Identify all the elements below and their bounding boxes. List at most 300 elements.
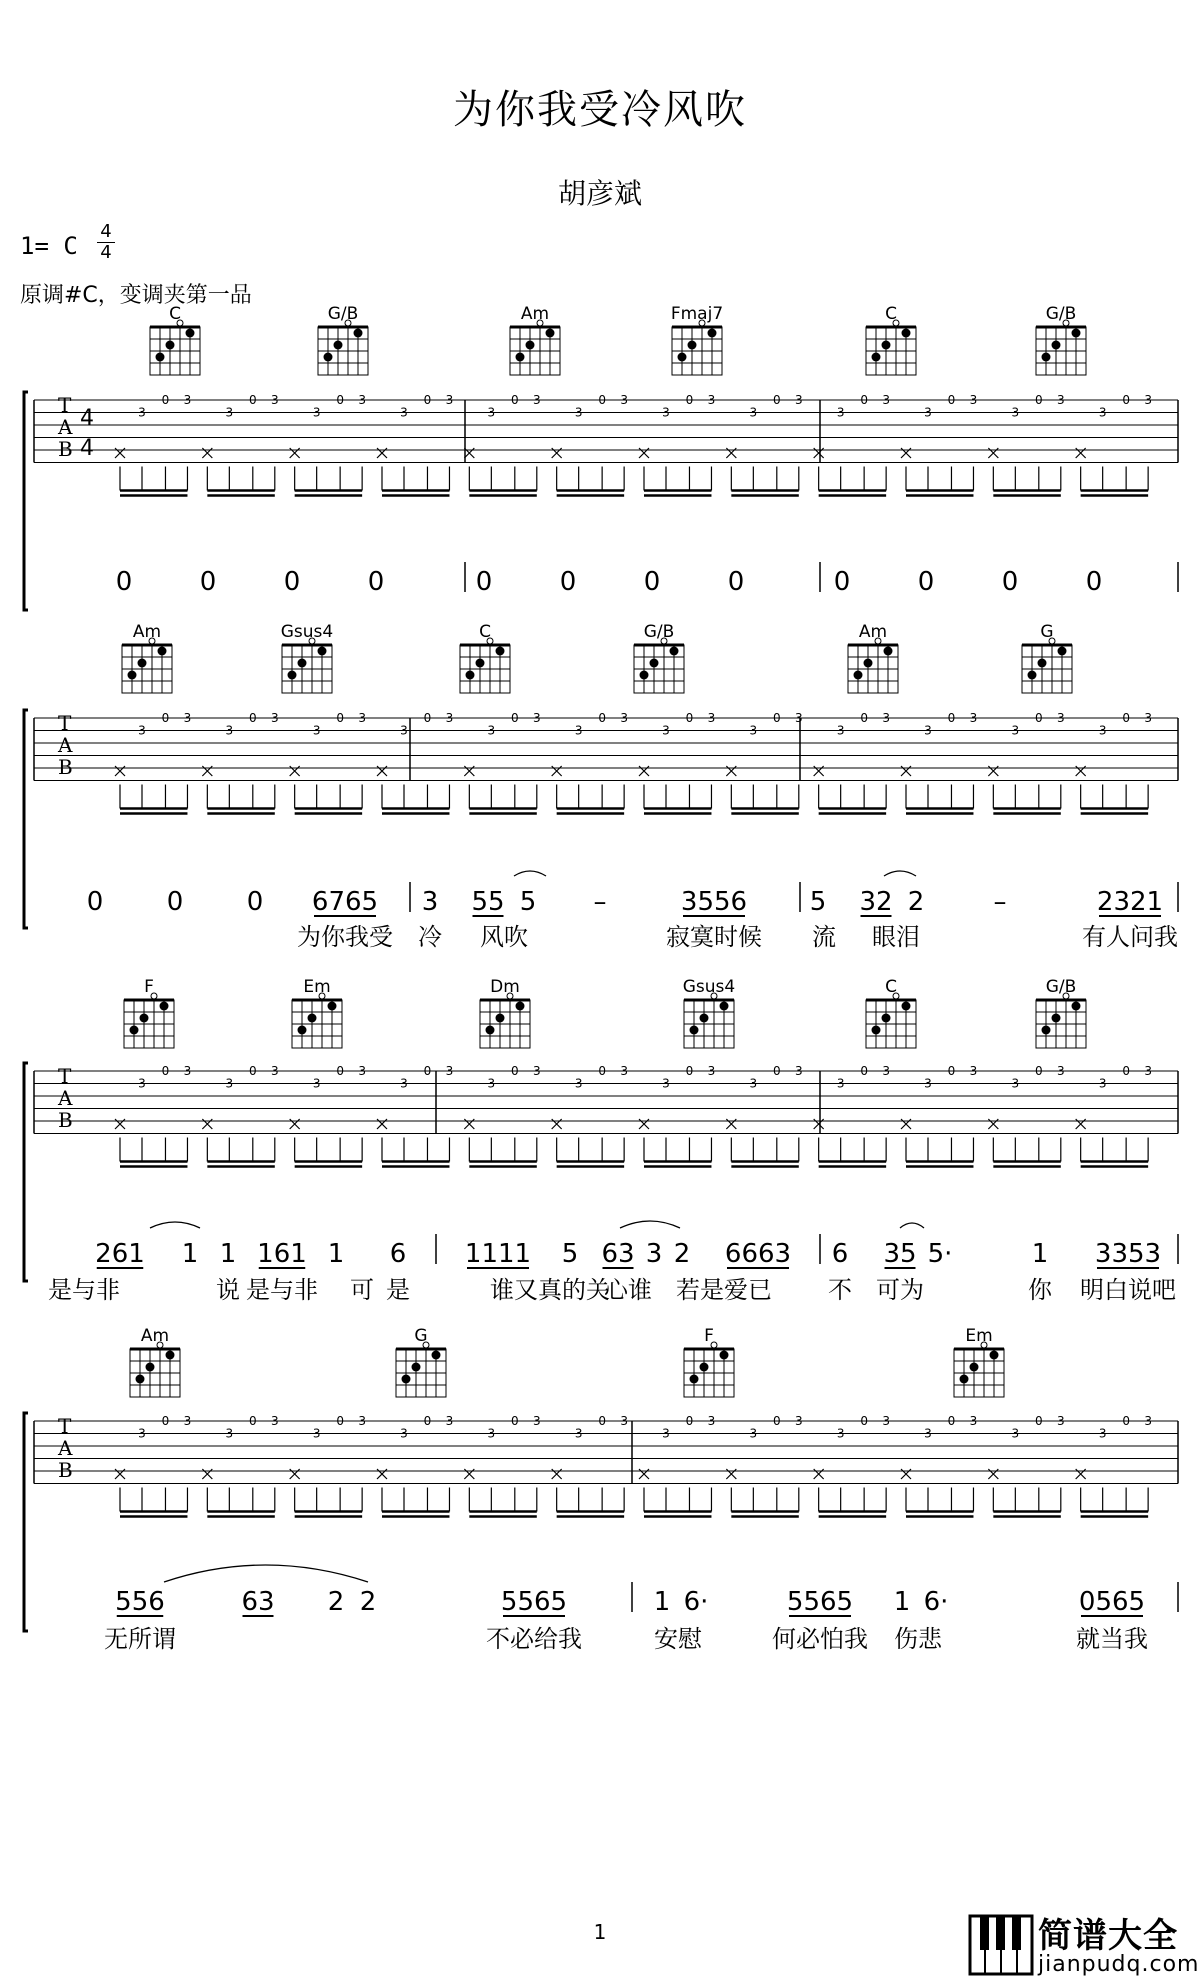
slur-arc (900, 1223, 924, 1228)
chord-name: C (885, 977, 897, 997)
chord-finger-dot (708, 329, 717, 338)
fret-digit: 0 (947, 711, 956, 725)
jianpu-note: 0 (166, 887, 184, 917)
time-signature-bottom: 4 (100, 242, 112, 263)
fret-digit: 3 (620, 1064, 628, 1078)
fret-digit: 0 (772, 393, 781, 407)
chord-finger-dot (298, 659, 307, 668)
jianpu-note: 0 (1001, 567, 1019, 597)
chord-finger-dot (700, 1363, 709, 1372)
fret-digit: 0 (423, 711, 432, 725)
fret-digit: 3 (1098, 723, 1107, 738)
chord-finger-dot (1042, 1026, 1051, 1035)
fret-digit: 3 (487, 1426, 496, 1441)
chord-finger-dot (640, 671, 649, 680)
fret-digit: 3 (312, 1426, 321, 1441)
fret-digit: 0 (1122, 711, 1130, 725)
chord-finger-dot (318, 647, 327, 656)
lyric-text: 是与非 (246, 1276, 318, 1304)
chord-finger-dot (882, 1014, 891, 1023)
tab-clef-letter: A (58, 1086, 73, 1110)
fret-digit: 0 (510, 1064, 519, 1078)
chord-name: Am (858, 622, 888, 642)
jianpu-note: 6 (831, 1239, 849, 1269)
fret-digit: 3 (1011, 1076, 1020, 1091)
chord-finger-dot (1072, 1002, 1081, 1011)
fret-digit: 3 (1056, 711, 1065, 725)
chord-finger-dot (496, 647, 505, 656)
fret-digit: 3 (662, 405, 670, 420)
tab-clef-letter: A (58, 733, 73, 757)
tab-clef-letter: A (58, 415, 73, 439)
chord-finger-dot (690, 1026, 699, 1035)
fret-digit: 3 (358, 393, 366, 407)
jianpu-note: – (593, 887, 607, 917)
jianpu-note: 0 (367, 567, 385, 597)
fret-digit: 3 (794, 1414, 803, 1428)
jianpu-note: 35 (883, 1239, 917, 1269)
fret-digit: 3 (836, 1426, 845, 1441)
fret-digit: 0 (161, 711, 170, 725)
chord-name: G/B (643, 622, 675, 642)
fret-digit: 3 (574, 723, 583, 738)
fret-digit: 3 (138, 405, 146, 420)
jianpu-note: 6663 (724, 1239, 792, 1269)
fret-digit: 3 (969, 711, 978, 725)
jianpu-note: 0565 (1078, 1587, 1146, 1617)
fret-digit: 3 (969, 1414, 978, 1428)
jianpu-note: 63 (601, 1239, 635, 1269)
lyric-text: 安慰 (654, 1625, 702, 1653)
jianpu-note: 1111 (464, 1239, 532, 1269)
fret-digit: 3 (225, 1076, 234, 1091)
lyric-text: 无所谓 (104, 1625, 176, 1653)
tab-clef-letter: B (58, 437, 73, 461)
chord-finger-dot (186, 329, 195, 338)
chord-name: Em (965, 1326, 993, 1346)
chord-finger-dot (970, 1363, 979, 1372)
chord-finger-dot (1052, 341, 1061, 350)
fret-digit: 0 (161, 1414, 170, 1428)
fret-digit: 3 (445, 1414, 454, 1428)
jianpu-note: 32 (859, 887, 893, 917)
fret-digit: 3 (707, 393, 716, 407)
chord-finger-dot (486, 1026, 495, 1035)
jianpu-note: 6· (683, 1587, 709, 1617)
tab-clef-letter: A (58, 1436, 73, 1460)
jianpu-note: 1 (327, 1239, 345, 1269)
jianpu-note: 6 (389, 1239, 407, 1269)
slur-arc (164, 1565, 368, 1582)
jianpu-note: 63 (241, 1587, 275, 1617)
jianpu-note: 6· (923, 1587, 949, 1617)
fret-digit: 3 (532, 1064, 541, 1078)
fret-digit: 0 (598, 1414, 606, 1428)
fret-digit: 0 (161, 393, 170, 407)
song-title: 为你我受冷风吹 (453, 87, 747, 133)
chord-finger-dot (166, 341, 175, 350)
chord-finger-dot (158, 647, 167, 656)
chord-finger-dot (690, 1375, 699, 1384)
chord-name: Am (520, 304, 550, 324)
chord-name: G (414, 1326, 428, 1346)
tab-clef-letter: T (58, 711, 72, 735)
chord-finger-dot (650, 659, 659, 668)
jianpu-note: 1 (219, 1239, 237, 1269)
fret-digit: 3 (445, 393, 454, 407)
fret-digit: 0 (336, 393, 344, 407)
fret-digit: 3 (270, 1414, 279, 1428)
jianpu-note: 5565 (500, 1587, 568, 1617)
tab-clef-letter: B (58, 1458, 73, 1482)
fret-digit: 3 (707, 711, 716, 725)
fret-digit: 3 (400, 1076, 408, 1091)
chord-finger-dot (516, 1002, 525, 1011)
chord-name: C (885, 304, 897, 324)
lyric-text: 寂寞时候 (666, 923, 762, 951)
fret-digit: 3 (574, 1426, 583, 1441)
fret-digit: 3 (400, 723, 408, 738)
chord-finger-dot (902, 329, 911, 338)
chord-finger-dot (354, 329, 363, 338)
chord-finger-dot (156, 353, 165, 362)
jianpu-note: 3 (645, 1239, 663, 1269)
fret-digit: 3 (400, 1426, 408, 1441)
fret-digit: 3 (924, 405, 932, 420)
jianpu-note: 5565 (786, 1587, 854, 1617)
fret-digit: 3 (1011, 405, 1020, 420)
fret-digit: 3 (312, 723, 321, 738)
chord-finger-dot (882, 341, 891, 350)
fret-digit: 0 (423, 1064, 432, 1078)
fret-digit: 3 (749, 405, 758, 420)
fret-digit: 3 (620, 1414, 628, 1428)
tab-time-signature: 4 (80, 406, 94, 431)
fret-digit: 0 (598, 1064, 606, 1078)
fret-digit: 0 (772, 1064, 781, 1078)
chord-finger-dot (864, 659, 873, 668)
lyric-text: 是 (386, 1276, 410, 1304)
fret-digit: 3 (1098, 1076, 1107, 1091)
fret-digit: 3 (358, 711, 366, 725)
jianpu-note: 1 (653, 1587, 671, 1617)
chord-finger-dot (1042, 353, 1051, 362)
chord-finger-dot (884, 647, 893, 656)
lyric-text: 何必怕我 (772, 1625, 868, 1653)
lyric-text: 为你我受 (297, 923, 393, 951)
chord-finger-dot (128, 671, 137, 680)
jianpu-note: 3556 (680, 887, 748, 917)
fret-digit: 3 (487, 723, 496, 738)
jianpu-note: 1 (181, 1239, 199, 1269)
fret-digit: 0 (1122, 393, 1130, 407)
slur-arc (514, 871, 546, 876)
fret-digit: 3 (183, 711, 192, 725)
fret-digit: 3 (1098, 1426, 1107, 1441)
chord-finger-dot (146, 1363, 155, 1372)
chord-name: G (1040, 622, 1054, 642)
chord-finger-dot (670, 647, 679, 656)
fret-digit: 0 (1034, 711, 1043, 725)
fret-digit: 3 (225, 723, 234, 738)
fret-digit: 3 (882, 1414, 890, 1428)
jianpu-note: 5 (519, 887, 537, 917)
tab-clef-letter: T (58, 393, 72, 417)
fret-digit: 3 (1011, 723, 1020, 738)
chord-finger-dot (546, 329, 555, 338)
fret-digit: 3 (749, 1426, 758, 1441)
fret-digit: 3 (574, 1076, 583, 1091)
lyric-text: 说 (216, 1276, 240, 1304)
fret-digit: 3 (358, 1414, 366, 1428)
fret-digit: 0 (336, 1414, 344, 1428)
chord-name: Fmaj7 (670, 304, 724, 324)
jianpu-note: 1 (1031, 1239, 1049, 1269)
fret-digit: 3 (882, 711, 890, 725)
chord-finger-dot (688, 341, 697, 350)
jianpu-note: 161 (257, 1239, 307, 1269)
lyric-text: 就当我 (1076, 1625, 1148, 1653)
slur-arc (150, 1222, 200, 1228)
site-logo (968, 1906, 1200, 1984)
lyric-text: 不必给我 (486, 1625, 582, 1653)
fret-digit: 3 (445, 1064, 454, 1078)
jianpu-note: 2 (907, 887, 925, 917)
jianpu-note: 261 (95, 1239, 145, 1269)
fret-digit: 3 (620, 711, 628, 725)
tab-clef-letter: B (58, 755, 73, 779)
fret-digit: 0 (423, 1414, 432, 1428)
chord-finger-dot (334, 341, 343, 350)
tab-clef-letter: T (58, 1064, 72, 1088)
chord-finger-dot (324, 353, 333, 362)
fret-digit: 3 (270, 1064, 279, 1078)
chord-finger-dot (1052, 1014, 1061, 1023)
fret-digit: 3 (882, 1064, 890, 1078)
jianpu-note: 0 (283, 567, 301, 597)
fret-digit: 0 (685, 711, 694, 725)
chord-finger-dot (960, 1375, 969, 1384)
fret-digit: 3 (969, 1064, 978, 1078)
lyric-text: 风吹 (480, 923, 528, 951)
piano-icon (968, 1912, 1034, 1978)
fret-digit: 3 (924, 1076, 932, 1091)
fret-digit: 3 (620, 393, 628, 407)
fret-digit: 0 (336, 1064, 344, 1078)
chord-finger-dot (720, 1351, 729, 1360)
fret-digit: 3 (924, 723, 932, 738)
fret-digit: 0 (510, 393, 519, 407)
fret-digit: 0 (860, 711, 868, 725)
chord-finger-dot (516, 353, 525, 362)
fret-digit: 3 (1144, 393, 1152, 407)
fret-digit: 3 (138, 1426, 146, 1441)
fret-digit: 3 (532, 393, 541, 407)
fret-digit: 3 (183, 393, 192, 407)
fret-digit: 0 (423, 393, 432, 407)
fret-digit: 3 (1011, 1426, 1020, 1441)
fret-digit: 0 (598, 393, 606, 407)
chord-name: Dm (490, 977, 520, 997)
fret-digit: 0 (248, 393, 257, 407)
jianpu-note: 1 (893, 1587, 911, 1617)
jianpu-note: 2 (673, 1239, 691, 1269)
jianpu-note: 556 (115, 1587, 165, 1617)
jianpu-note: 0 (475, 567, 493, 597)
fret-digit: 0 (1034, 1064, 1043, 1078)
fret-digit: 3 (532, 711, 541, 725)
chord-finger-dot (328, 1002, 337, 1011)
fret-digit: 3 (1144, 711, 1152, 725)
fret-digit: 3 (183, 1064, 192, 1078)
tab-clef-letter: T (58, 1414, 72, 1438)
logo-brand: 简谱大全 (1038, 1916, 1178, 1956)
chord-finger-dot (854, 671, 863, 680)
jianpu-note: 0 (1085, 567, 1103, 597)
fret-digit: 0 (510, 1414, 519, 1428)
lyric-text: 伤悲 (894, 1625, 942, 1653)
chord-finger-dot (720, 1002, 729, 1011)
system-bracket (24, 392, 28, 610)
fret-digit: 0 (1122, 1064, 1130, 1078)
jianpu-note: 5· (927, 1239, 953, 1269)
chord-finger-dot (872, 1026, 881, 1035)
lyric-text: 可为 (876, 1276, 924, 1304)
logo-url: jianpudq.com (1038, 1952, 1200, 1977)
lyric-text: 流 (812, 923, 836, 951)
fret-digit: 0 (860, 1064, 868, 1078)
fret-digit: 0 (685, 393, 694, 407)
lyric-text: 眼泪 (872, 923, 920, 951)
fret-digit: 3 (532, 1414, 541, 1428)
fret-digit: 0 (1034, 1414, 1043, 1428)
capo-note: 原调#C，变调夹第一品 (20, 283, 252, 308)
slur-arc (884, 871, 916, 876)
fret-digit: 3 (183, 1414, 192, 1428)
jianpu-note: 2 (327, 1587, 345, 1617)
fret-digit: 3 (487, 1076, 496, 1091)
fret-digit: 3 (662, 1426, 670, 1441)
fret-digit: 3 (1056, 393, 1065, 407)
fret-digit: 3 (400, 405, 408, 420)
jianpu-note: 0 (833, 567, 851, 597)
fret-digit: 3 (836, 405, 845, 420)
chord-name: G/B (1045, 977, 1077, 997)
lyric-text: 冷 (418, 923, 442, 951)
system-bracket (24, 1413, 28, 1631)
fret-digit: 0 (772, 711, 781, 725)
fret-digit: 3 (707, 1064, 716, 1078)
chord-finger-dot (432, 1351, 441, 1360)
chord-finger-dot (160, 1002, 169, 1011)
fret-digit: 0 (860, 1414, 868, 1428)
fret-digit: 0 (336, 711, 344, 725)
lyric-text: 心谁 (604, 1276, 652, 1304)
chord-finger-dot (308, 1014, 317, 1023)
chord-finger-dot (902, 1002, 911, 1011)
fret-digit: 0 (685, 1064, 694, 1078)
chord-finger-dot (298, 1026, 307, 1035)
fret-digit: 0 (685, 1414, 694, 1428)
chord-finger-dot (990, 1351, 999, 1360)
fret-digit: 0 (1034, 393, 1043, 407)
chord-finger-dot (288, 671, 297, 680)
fret-digit: 3 (445, 711, 454, 725)
fret-digit: 0 (248, 1414, 257, 1428)
system-bracket (24, 1063, 28, 1281)
chord-finger-dot (130, 1026, 139, 1035)
chord-name: Em (303, 977, 331, 997)
chord-name: Am (132, 622, 162, 642)
jianpu-note: 55 (471, 887, 505, 917)
fret-digit: 3 (225, 1426, 234, 1441)
fret-digit: 3 (1098, 405, 1107, 420)
chord-finger-dot (138, 659, 147, 668)
chord-finger-dot (1028, 671, 1037, 680)
jianpu-note: 3 (421, 887, 439, 917)
fret-digit: 3 (358, 1064, 366, 1078)
lyric-text: 有人问我 (1082, 923, 1178, 951)
chord-name: G/B (327, 304, 359, 324)
fret-digit: 3 (270, 711, 279, 725)
slur-arc (620, 1221, 680, 1228)
fret-digit: 0 (947, 1064, 956, 1078)
jianpu-note: 5 (809, 887, 827, 917)
key-signature: 1= C (20, 232, 78, 260)
lyric-text: 你 (1028, 1276, 1052, 1304)
chord-finger-dot (1072, 329, 1081, 338)
fret-digit: 3 (662, 1076, 670, 1091)
chord-finger-dot (1038, 659, 1047, 668)
chord-finger-dot (466, 671, 475, 680)
jianpu-note: 0 (199, 567, 217, 597)
fret-digit: 3 (794, 1064, 803, 1078)
chord-name: Am (140, 1326, 170, 1346)
fret-digit: 3 (882, 393, 890, 407)
fret-digit: 0 (860, 393, 868, 407)
fret-digit: 3 (969, 393, 978, 407)
lyric-text: 是与非 (48, 1276, 120, 1304)
fret-digit: 3 (794, 393, 803, 407)
jianpu-note: 5 (561, 1239, 579, 1269)
time-signature-top: 4 (100, 221, 112, 242)
fret-digit: 3 (312, 405, 321, 420)
jianpu-note: 3353 (1094, 1239, 1162, 1269)
fret-digit: 0 (248, 1064, 257, 1078)
fret-digit: 3 (836, 723, 845, 738)
fret-digit: 3 (836, 1076, 845, 1091)
fret-digit: 3 (225, 405, 234, 420)
fret-digit: 0 (947, 393, 956, 407)
jianpu-note: 0 (115, 567, 133, 597)
chord-finger-dot (166, 1351, 175, 1360)
lyric-text: 若是爱已 (676, 1276, 772, 1304)
chord-name: C (169, 304, 181, 324)
lyric-text: 谁又真的关 (490, 1276, 610, 1304)
lyric-text: 明白说吧 (1080, 1276, 1176, 1304)
fret-digit: 3 (749, 1076, 758, 1091)
fret-digit: 3 (662, 723, 670, 738)
chord-name: Gsus4 (280, 622, 334, 642)
chord-finger-dot (526, 341, 535, 350)
fret-digit: 3 (749, 723, 758, 738)
fret-digit: 3 (574, 405, 583, 420)
chord-name: F (704, 1326, 714, 1346)
chord-name: G/B (1045, 304, 1077, 324)
chord-finger-dot (872, 353, 881, 362)
system-bracket (24, 710, 28, 928)
jianpu-note: 0 (86, 887, 104, 917)
